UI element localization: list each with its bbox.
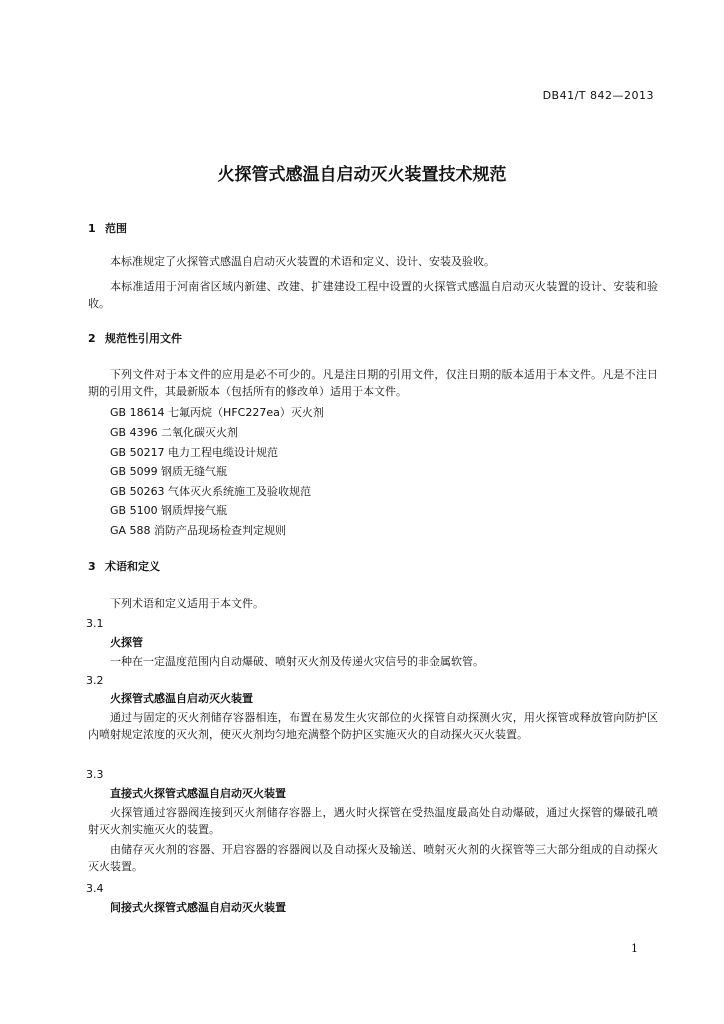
terms-intro: 下列术语和定义适用于本文件。 (110, 597, 264, 610)
section-heading-terms (88, 558, 658, 575)
term-name: 间接式火探管式感温自启动灭火装置 (110, 901, 286, 914)
ref-item: GB 50263 气体灭火系统施工及验收规范 (110, 485, 312, 498)
section-heading-refs (88, 330, 658, 347)
ref-item: GB 5100 钢质焊接气瓶 (110, 504, 228, 517)
section-number: 1 (88, 222, 96, 235)
section-title: 范围 (105, 222, 127, 235)
term-number: 3.4 (86, 882, 104, 895)
term-definition: 由储存灭火剂的容器、开启容器的容器阀以及自动探火及输送、喷射灭火剂的火探管等三大部分组成的自动探火灭火装置。 (88, 843, 658, 873)
term-definition: 火探管通过容器阀连接到灭火剂储存容器上，遇火时火探管在受热温度最高处自动爆破，通过火探管的爆破孔喷射灭火剂实施灭火的装置。 (88, 806, 658, 836)
scope-para-2: 本标准适用于河南省区域内新建、改建、扩建建设工程中设置的火探管式感温自启动灭火装置的设计、安装和验收。 (88, 280, 658, 310)
section-number: 3 (88, 560, 96, 573)
document-title: 火探管式感温自启动灭火装置技术规范 (217, 165, 507, 185)
term-name: 火探管式感温自启动灭火装置 (110, 692, 253, 705)
standard-code: DB41/T 842—2013 (542, 89, 654, 102)
section-heading-scope (88, 220, 658, 237)
section-title: 规范性引用文件 (105, 332, 182, 345)
term-name: 直接式火探管式感温自启动灭火装置 (110, 787, 286, 800)
term-name: 火探管 (110, 636, 143, 649)
ref-item: GB 4396 二氧化碳灭火剂 (110, 426, 239, 439)
term-number: 3.3 (86, 768, 104, 781)
page-number: 1 (631, 942, 638, 955)
scope-para-1: 本标准规定了火探管式感温自启动灭火装置的术语和定义、设计、安装及验收。 (110, 255, 495, 268)
ref-item: GB 18614 七氟丙烷（HFC227ea）灭火剂 (110, 406, 324, 419)
ref-item: GA 588 消防产品现场检查判定规则 (110, 524, 287, 537)
section-number: 2 (88, 332, 96, 345)
ref-item: GB 50217 电力工程电缆设计规范 (110, 446, 279, 459)
refs-intro: 下列文件对于本文件的应用是必不可少的。凡是注日期的引用文件，仅注日期的版本适用于本文件。凡是不注日期的引用文件，其最新版本（包括所有的修改单）适用于本文件。 (88, 368, 658, 398)
term-number: 3.2 (86, 674, 104, 687)
ref-item: GB 5099 钢质无缝气瓶 (110, 465, 228, 478)
term-number: 3.1 (86, 617, 104, 630)
section-title: 术语和定义 (105, 560, 160, 573)
term-definition: 通过与固定的灭火剂储存容器相连，布置在易发生火灾部位的火探管自动探测火灾，用火探管或释放管向防护区内喷射规定浓度的灭火剂，使灭火剂均匀地充满整个防护区实施灭火的自动探火灭火装置。 (88, 711, 658, 741)
term-definition: 一种在一定温度范围内自动爆破、喷射灭火剂及传递火灾信号的非金属软管。 (110, 655, 484, 668)
